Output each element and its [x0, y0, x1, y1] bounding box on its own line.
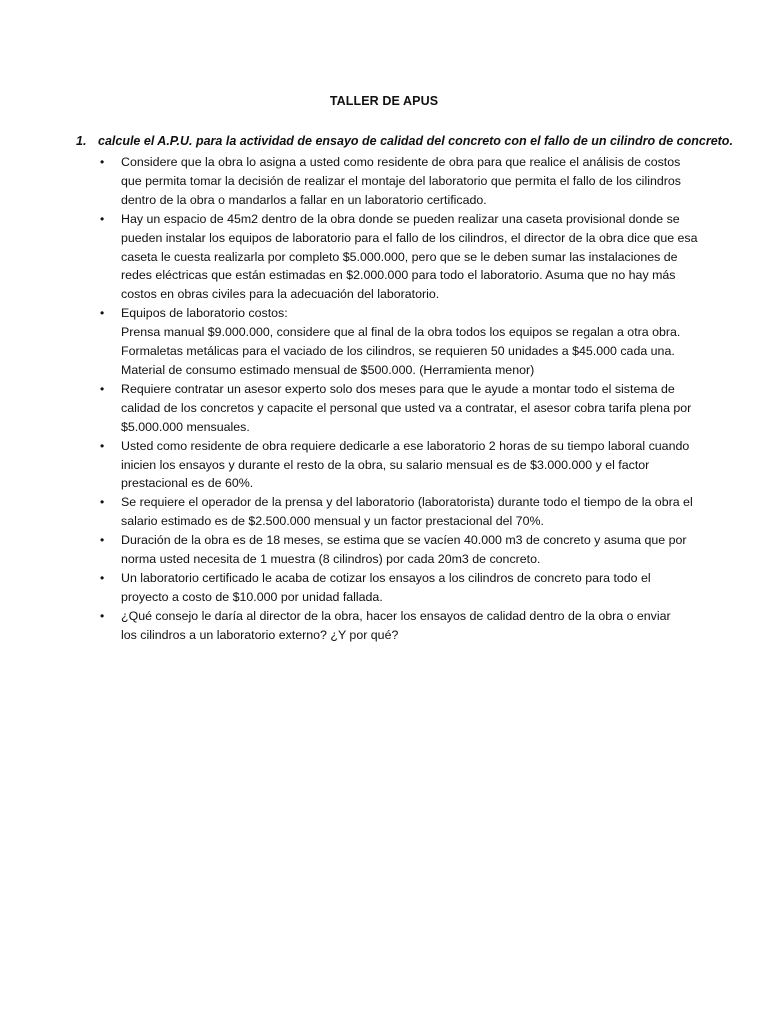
list-item-text-line: calidad de los concretos y capacite el personal que usted va a contratar, el asesor cobra tarifa plena por: [121, 400, 692, 415]
list-item-text-line: redes eléctricas que están estimadas en $2.000.000 para todo el laboratorio. Asuma que no hay más: [121, 268, 676, 283]
document-title: TALLER DE APUS: [329, 94, 439, 108]
list-item-text-line: Duración de la obra es de 18 meses, se estima que se vacíen 40.000 m3 de concreto y asuma que por: [121, 533, 687, 548]
bullet-icon: •: [100, 211, 105, 226]
list-item-text-line: norma usted necesita de 1 muestra (8 cilindros) por cada 20m3 de concreto.: [121, 552, 541, 567]
bullet-icon: •: [100, 381, 105, 396]
bullet-icon: •: [100, 570, 105, 585]
list-item-text-line: Hay un espacio de 45m2 dentro de la obra donde se pueden realizar una caseta provisional donde se: [121, 211, 680, 226]
bullet-icon: •: [100, 155, 105, 169]
list-item-text-line: costos en obras civiles para la adecuación del laboratorio.: [121, 287, 440, 302]
list-item: [100, 607, 718, 645]
list-item-text-line: Prensa manual $9.000.000, considere que al final de la obra todos los equipos se regalan a otra obra.: [121, 325, 681, 340]
list-item: [100, 210, 718, 305]
list-item: [100, 380, 718, 437]
list-item-text-line: inicien los ensayos y durante el resto de la obra, su salario mensual es de $3.000.000 y el factor: [121, 457, 650, 472]
list-item-text-line: dentro de la obra o mandarlos a fallar en un laboratorio certificado.: [121, 192, 487, 207]
list-item-text-line: Usted como residente de obra requiere dedicarle a ese laboratorio 2 horas de su tiempo laboral cuando: [121, 438, 690, 453]
bullet-icon: •: [100, 438, 105, 453]
list-item: [100, 304, 718, 380]
list-item: [100, 531, 718, 569]
list-item: [100, 437, 718, 494]
list-item-text-line: Considere que la obra lo asigna a usted como residente de obra para que realice el análisis de costos: [121, 155, 681, 169]
bullet-icon: •: [100, 608, 105, 623]
question-number: 1.: [76, 134, 87, 148]
list-item-text-line: Formaletas metálicas para el vaciado de los cilindros, se requieren 50 unidades a $45.000 cada una.: [121, 344, 675, 359]
question-heading: [76, 134, 736, 148]
list-item-text-line: caseta le cuesta realizarla por completo $5.000.000, pero que se le deben sumar las instalaciones de: [121, 249, 678, 264]
list-item: [100, 493, 718, 531]
list-item-text-line: salario estimado es de $2.500.000 mensual y un factor prestacional del 70%.: [121, 514, 544, 529]
list-item-text-line: Requiere contratar un asesor experto solo dos meses para que le ayude a montar todo el sistema de: [121, 381, 675, 396]
list-item-text-line: que permita tomar la decisión de realizar el montaje del laboratorio que permita el fallo de los cilindros: [121, 173, 681, 188]
list-item-text-line: $5.000.000 mensuales.: [121, 419, 250, 434]
list-item-text-line: Un laboratorio certificado le acaba de cotizar los ensayos a los cilindros de concreto para todo el: [121, 570, 651, 585]
list-item-text-line: prestacional es de 60%.: [121, 476, 254, 491]
bullet-list: [100, 153, 718, 645]
bullet-icon: •: [100, 495, 105, 510]
list-item: [100, 153, 718, 210]
list-item-text-line: ¿Qué consejo le daría al director de la obra, hacer los ensayos de calidad dentro de la obra o enviar: [121, 608, 671, 623]
list-item-text-line: Equipos de laboratorio costos:: [121, 306, 288, 321]
bullet-icon: •: [100, 533, 105, 548]
bullet-icon: •: [100, 306, 105, 321]
list-item-text-line: los cilindros a un laboratorio externo? ¿Y por qué?: [121, 627, 399, 642]
list-item-text-line: proyecto a costo de $10.000 por unidad fallada.: [121, 589, 383, 604]
list-item-text-line: Material de consumo estimado mensual de $500.000. (Herramienta menor): [121, 362, 535, 377]
question-text: calcule el A.P.U. para la actividad de ensayo de calidad del concreto con el fallo de un cilindro de concreto.: [98, 134, 733, 148]
list-item-text-line: pueden instalar los equipos de laboratorio para el fallo de los cilindros, el director de la obra dice que esa: [121, 230, 698, 245]
list-item: [100, 569, 718, 607]
list-item-text-line: Se requiere el operador de la prensa y del laboratorio (laboratorista) durante todo el tiempo de la obra el: [121, 495, 693, 510]
